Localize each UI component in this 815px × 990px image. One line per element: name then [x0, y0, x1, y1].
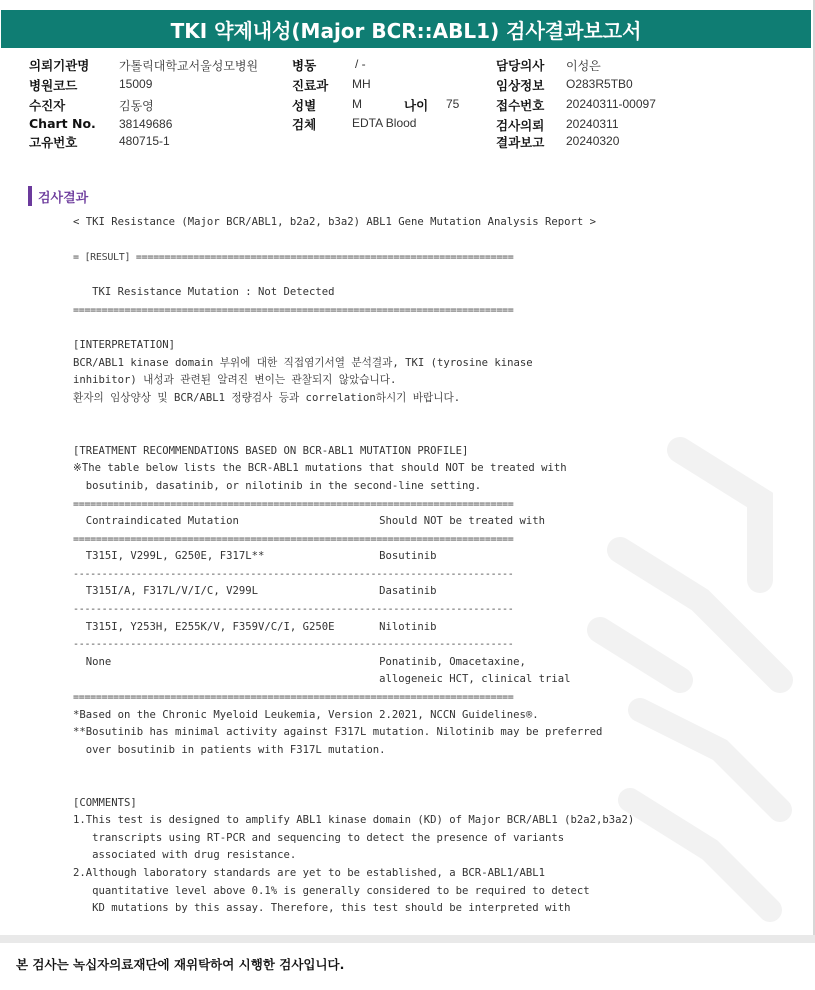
- info-value: 20240311-00097: [566, 97, 656, 111]
- report-line: ※The table below lists the BCR-ABL1 mutations that should NOT be treated with: [73, 462, 567, 475]
- info-label: 성별: [292, 98, 317, 113]
- report-line: [73, 232, 793, 250]
- info-label: 진료과: [292, 78, 329, 93]
- report-line: 환자의 임상양상 및 BCR/ABL1 정량검사 등과 correlation하시기 바랍니다.: [73, 391, 461, 404]
- info-label: 병동: [292, 58, 317, 73]
- info-label-age: 나이: [404, 98, 429, 113]
- report-line: T315I/A, F317L/V/I/C, V299L Dasatinib: [73, 585, 437, 598]
- info-label: 결과보고: [496, 135, 545, 150]
- report-line: [73, 408, 793, 426]
- report-line: None Ponatinib, Omacetaxine,: [73, 655, 526, 668]
- report-line: T315I, Y253H, E255K/V, F359V/C/I, G250E Nilotinib: [73, 620, 437, 633]
- report-line: =============================================================================: [73, 304, 514, 316]
- report-line: [73, 425, 793, 443]
- info-value: 15009: [119, 77, 153, 91]
- report-line: TKI Resistance Mutation : Not Detected: [73, 286, 335, 299]
- report-line: Contraindicated Mutation Should NOT be treated with: [73, 515, 545, 528]
- report-line: = [RESULT] ==================================================================: [73, 252, 514, 264]
- info-value: 38149686: [119, 117, 173, 131]
- report-line: *Based on the Chronic Myeloid Leukemia, Version 2.2021, NCCN Guidelines®.: [73, 708, 539, 721]
- report-line: -----------------------------------------------------------------------------: [73, 604, 514, 616]
- info-value: MH: [352, 77, 371, 91]
- report-line: over bosutinib in patients with F317L mutation.: [73, 743, 386, 756]
- info-value: 김동영: [119, 99, 154, 113]
- report-title-bar: [1, 10, 811, 48]
- report-line: allogeneic HCT, clinical trial: [73, 673, 571, 686]
- section-title: 검사결과: [38, 190, 89, 206]
- report-line: BCR/ABL1 kinase domain 부위에 대한 직접염기서열 분석결과, TKI (tyrosine kinase: [73, 356, 533, 369]
- report-line: transcripts using RT-PCR and sequencing to detect the presence of variants: [73, 831, 565, 844]
- info-value-age: 75: [446, 97, 460, 111]
- info-label: 검체: [292, 117, 317, 132]
- info-label: Chart No.: [29, 116, 96, 131]
- info-value: M: [352, 97, 362, 111]
- footer-note: 본 검사는 녹십자의료재단에 재위탁하여 시행한 검사입니다.: [16, 957, 345, 972]
- analysis-report-text: [73, 214, 793, 918]
- info-value: 480715-1: [119, 134, 170, 148]
- report-title: TKI 약제내성(Major BCR::ABL1) 검사결과보고서: [170, 18, 642, 43]
- report-line: [INTERPRETATION]: [73, 339, 176, 352]
- info-label: 임상정보: [496, 78, 545, 93]
- report-line: KD mutations by this assay. Therefore, this test should be interpreted with: [73, 902, 571, 915]
- info-label: 고유번호: [29, 135, 78, 150]
- report-line: [73, 320, 793, 338]
- report-line: T315I, V299L, G250E, F317L** Bosutinib: [73, 550, 437, 563]
- report-line: =============================================================================: [73, 498, 514, 510]
- report-line: 2.Although laboratory standards are yet to be established, a BCR-ABL1/ABL1: [73, 866, 545, 879]
- report-line: [COMMENTS]: [73, 796, 137, 809]
- info-value: O283R5TB0: [566, 77, 633, 91]
- info-label: 담당의사: [496, 58, 545, 73]
- info-label: 병원코드: [29, 78, 78, 93]
- report-line: 1.This test is designed to amplify ABL1 kinase domain (KD) of Major BCR/ABL1 (b2a2,b3a2): [73, 814, 635, 827]
- report-line: [73, 777, 793, 795]
- info-label: 수진자: [29, 98, 66, 113]
- report-line: associated with drug resistance.: [73, 849, 297, 862]
- report-line: quantitative level above 0.1% is generally considered to be required to detect: [73, 884, 590, 897]
- report-line: =============================================================================: [73, 533, 514, 545]
- info-value: / -: [355, 57, 366, 71]
- info-label: 검사의뢰: [496, 118, 545, 133]
- report-line: **Bosutinib has minimal activity against F317L mutation. Nilotinib may be preferred: [73, 726, 603, 739]
- report-line: bosutinib, dasatinib, or nilotinib in the second-line setting.: [73, 479, 482, 492]
- report-line: [TREATMENT RECOMMENDATIONS BASED ON BCR-ABL1 MUTATION PROFILE]: [73, 444, 469, 457]
- info-value: 20240311: [566, 117, 619, 131]
- info-value: 20240320: [566, 134, 620, 148]
- info-value: 가톨릭대학교서울성모병원: [119, 59, 259, 73]
- info-label: 접수번호: [496, 98, 545, 113]
- section-accent-bar: [28, 186, 32, 206]
- info-value: EDTA Blood: [352, 116, 417, 130]
- report-line: -----------------------------------------------------------------------------: [73, 639, 514, 651]
- report-line: inhibitor) 내성과 관련된 알려진 변이는 관찰되지 않았습니다.: [73, 374, 397, 387]
- report-line: -----------------------------------------------------------------------------: [73, 568, 514, 580]
- info-label: 의뢰기관명: [29, 58, 90, 73]
- report-line: [73, 759, 793, 777]
- footer-divider: [0, 935, 815, 943]
- patient-info-grid: [0, 56, 815, 152]
- report-line: [73, 267, 793, 285]
- results-section-header: [28, 186, 88, 206]
- report-line: =============================================================================: [73, 692, 514, 704]
- report-line: < TKI Resistance (Major BCR/ABL1, b2a2, b3a2) ABL1 Gene Mutation Analysis Report >: [73, 216, 596, 228]
- info-value: 이성은: [566, 59, 601, 73]
